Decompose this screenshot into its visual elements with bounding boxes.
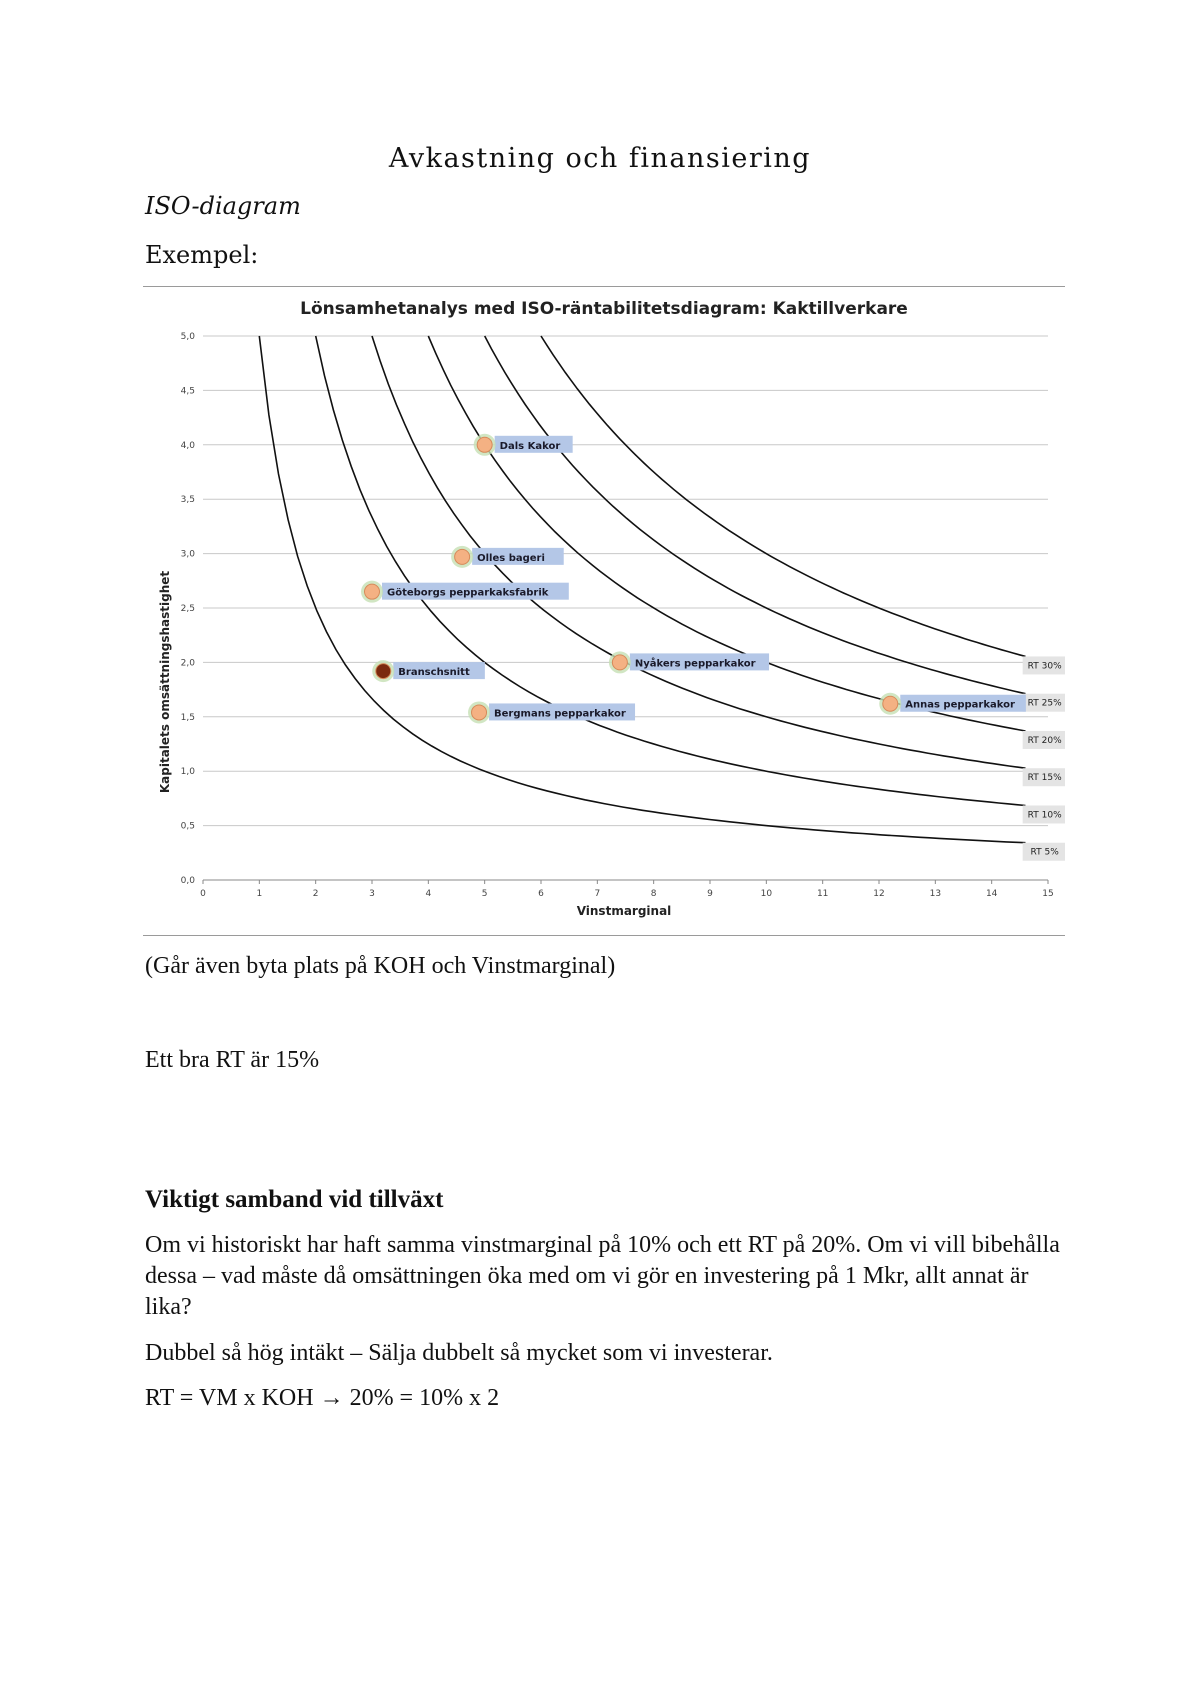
data-point	[376, 664, 391, 679]
rt-curve-label: RT 20%	[1027, 735, 1062, 746]
subheading: ISO-diagram	[145, 192, 301, 220]
data-point	[883, 696, 898, 711]
x-tick-label: 7	[594, 889, 601, 899]
iso-curve	[316, 336, 1026, 806]
x-tick-label: 2	[312, 889, 319, 899]
good-rt-text: Ett bra RT är 15%	[145, 1047, 320, 1073]
data-point	[365, 584, 380, 599]
swap-note: (Går även byta plats på KOH och Vinstmarginal)	[145, 953, 616, 979]
rt-curve-label: RT 30%	[1027, 661, 1062, 672]
y-tick-label: 3,0	[180, 549, 195, 560]
data-points	[361, 434, 1026, 724]
rt-curve-label: RT 5%	[1030, 847, 1059, 858]
formula-line: RT = VM x KOH → 20% = 10% x 2	[145, 1385, 500, 1411]
x-axis-label: Vinstmarginal	[576, 904, 672, 918]
y-tick-label: 0,5	[180, 821, 195, 832]
y-tick-label: 3,5	[180, 495, 195, 506]
point-label: Branschsnitt	[398, 667, 470, 679]
page-title: Avkastning och finansiering	[388, 143, 812, 174]
point-label: Nyåkers pepparkakor	[634, 658, 756, 670]
y-tick-label: 5,0	[180, 332, 195, 342]
x-tick-label: 10	[760, 889, 773, 899]
x-tick-label: 0	[200, 889, 206, 899]
x-tick-label: 15	[1042, 889, 1054, 899]
y-tick-label: 2,5	[180, 604, 195, 614]
y-tick-label: 1,0	[180, 767, 195, 778]
question-paragraph: Om vi historiskt har haft samma vinstmarginal på 10% och ett RT på 20%. Om vi vill bibehålla dessa – vad måste då omsättningen öka med om vi gör en investering på 1 Mkr, allt annat är lika?	[145, 1232, 1060, 1320]
rt-curve-label: RT 15%	[1027, 773, 1062, 784]
x-tick-label: 3	[369, 889, 375, 899]
rt-curve-label: RT 25%	[1027, 698, 1062, 709]
iso-chart	[143, 290, 1065, 930]
answer-paragraph: Dubbel så hög intäkt – Sälja dubbelt så mycket som vi investerar.	[145, 1340, 773, 1366]
divider-bottom	[143, 935, 1065, 936]
point-label: Göteborgs pepparkaksfabrik	[387, 587, 549, 599]
data-point	[472, 705, 487, 720]
y-tick-label: 2,0	[180, 658, 195, 669]
data-point	[477, 437, 492, 452]
section-heading: Viktigt samband vid tillväxt	[145, 1186, 444, 1213]
chart-title: Lönsamhetanalys med ISO-räntabilitetsdiagram: Kaktillverkare	[300, 299, 908, 319]
x-tick-label: 9	[707, 889, 713, 899]
x-tick-label: 12	[873, 889, 885, 899]
point-label: Bergmans pepparkakor	[494, 708, 626, 720]
y-tick-label: 4,0	[180, 440, 195, 451]
x-tick-label: 11	[816, 889, 829, 899]
chart-grid	[203, 336, 1048, 880]
iso-curve	[485, 336, 1026, 694]
x-tick-label: 5	[481, 889, 488, 899]
point-label: Dals Kakor	[499, 440, 561, 452]
y-tick-label: 1,5	[180, 712, 195, 723]
point-label: Olles bageri	[477, 552, 545, 564]
example-label: Exempel:	[145, 241, 259, 269]
y-axis-label: Kapitalets omsättningshastighet	[158, 570, 172, 794]
x-tick-label: 13	[929, 889, 942, 899]
y-tick-label: 0,0	[180, 876, 195, 886]
x-tick-label: 8	[650, 889, 657, 899]
divider-top	[143, 286, 1065, 287]
data-point	[612, 655, 627, 670]
x-tick-label: 4	[425, 889, 432, 899]
data-point	[455, 549, 470, 564]
x-tick-label: 14	[985, 889, 998, 899]
point-label: Annas pepparkakor	[905, 699, 1015, 711]
rt-curve-label: RT 10%	[1027, 810, 1062, 821]
y-tick-label: 4,5	[180, 386, 195, 397]
axis-ticks	[181, 332, 1054, 899]
x-tick-label: 1	[256, 889, 263, 899]
x-tick-label: 6	[538, 889, 544, 899]
